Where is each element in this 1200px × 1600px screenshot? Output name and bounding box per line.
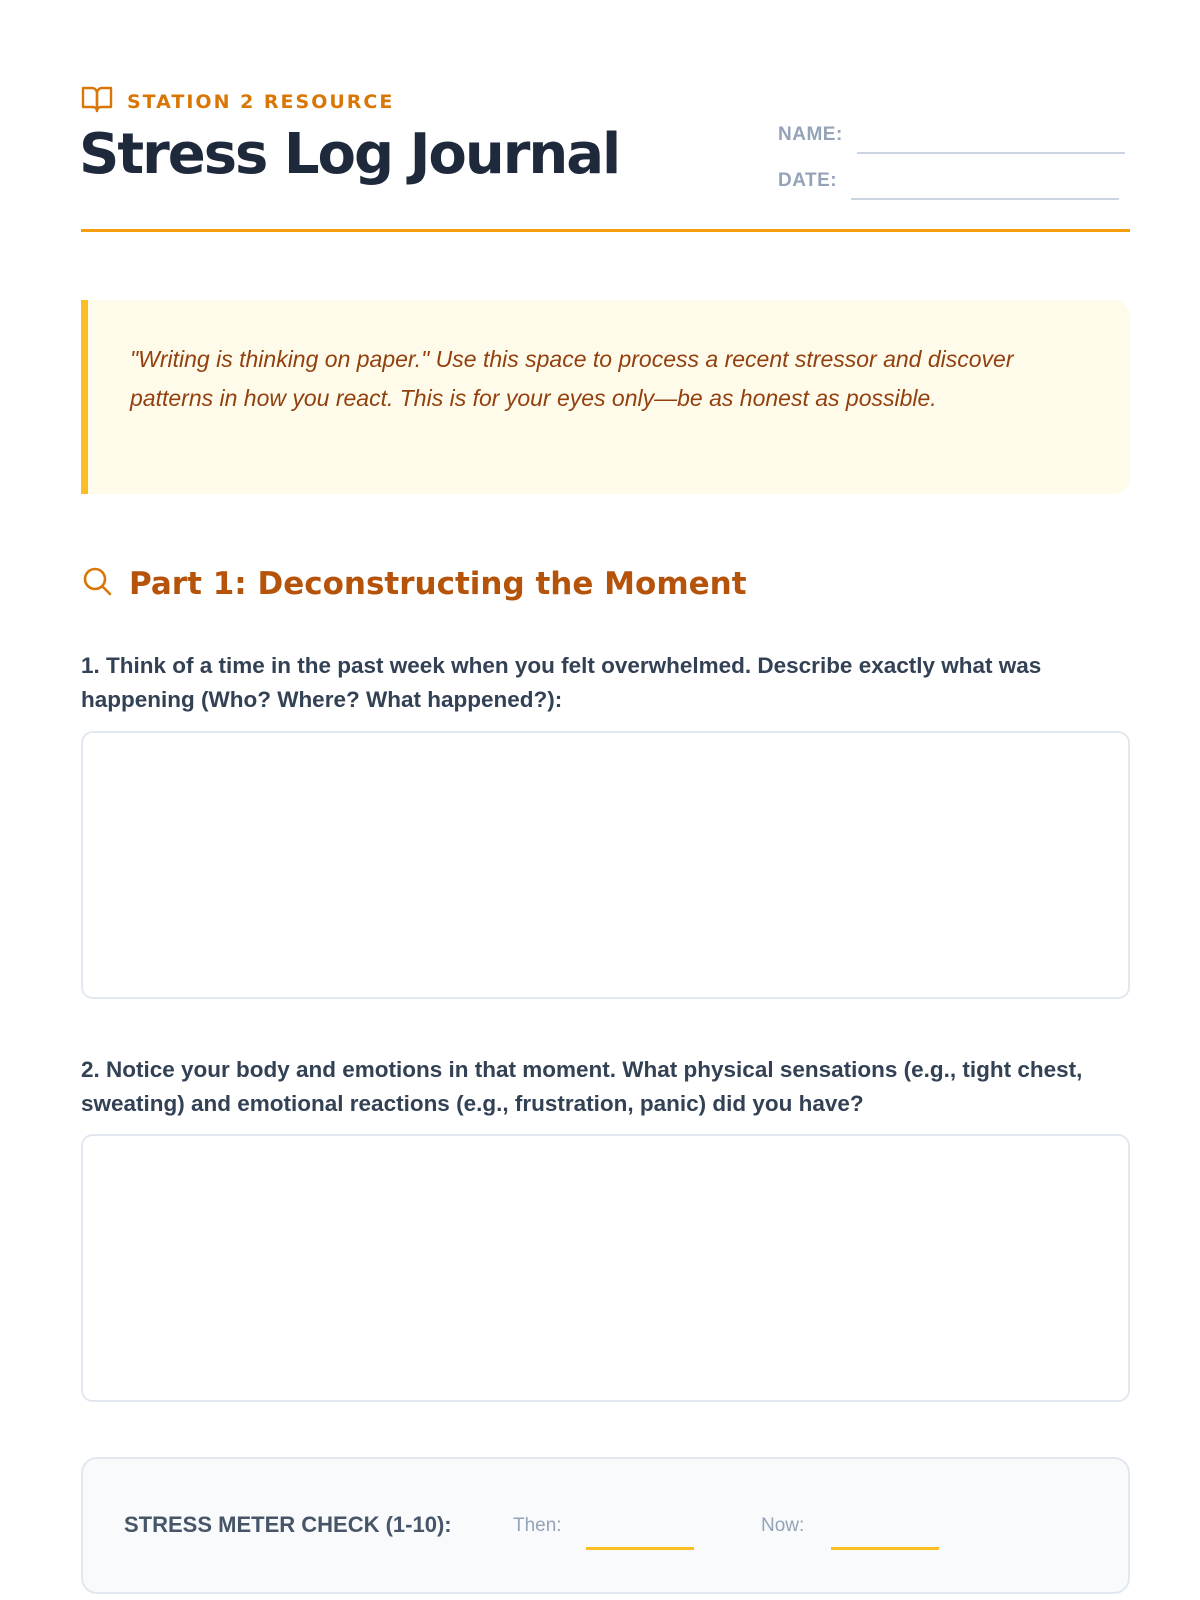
date-label: DATE: bbox=[778, 170, 838, 191]
question-prompt: 1. Think of a time in the past week when you felt overwhelmed. Describe exactly what was happening (Who? Where? What happened?): bbox=[81, 653, 1042, 712]
eyebrow bbox=[81, 84, 394, 119]
open-book-icon bbox=[81, 84, 113, 119]
stress-meter-label: STRESS METER CHECK (1-10): bbox=[124, 1512, 452, 1537]
now-label: Now: bbox=[761, 1515, 805, 1536]
stress-meter-panel bbox=[81, 1457, 1130, 1594]
intro-callout bbox=[81, 300, 1130, 494]
date-row bbox=[778, 154, 1130, 200]
eyebrow-label: STATION 2 RESOURCE bbox=[127, 90, 395, 113]
then-label: Then: bbox=[513, 1515, 562, 1536]
header-divider bbox=[81, 229, 1130, 232]
student-info bbox=[778, 108, 1130, 200]
page-title: Stress Log Journal bbox=[79, 122, 620, 187]
worksheet-page bbox=[81, 0, 1130, 1600]
answer-box[interactable] bbox=[81, 731, 1130, 999]
now-field[interactable] bbox=[831, 1547, 939, 1550]
magnifier-icon bbox=[81, 565, 113, 602]
header bbox=[81, 78, 1130, 232]
section-heading bbox=[81, 565, 747, 602]
name-field[interactable] bbox=[857, 124, 1125, 154]
name-row bbox=[778, 108, 1130, 154]
answer-box[interactable] bbox=[81, 1134, 1130, 1402]
date-field[interactable] bbox=[851, 170, 1119, 200]
question-prompt: 2. Notice your body and emotions in that moment. What physical sensations (e.g., tight chest, sweating) and emotional reactions (e.g., frustration, panic) did you have? bbox=[81, 1057, 1083, 1116]
intro-text: "Writing is thinking on paper." Use this space to process a recent stressor and discover patterns in how you react. This is for your eyes only—be as honest as possible. bbox=[130, 346, 1014, 411]
name-label: NAME: bbox=[778, 124, 843, 145]
then-field[interactable] bbox=[586, 1547, 694, 1550]
section-title: Part 1: Deconstructing the Moment bbox=[129, 565, 747, 602]
